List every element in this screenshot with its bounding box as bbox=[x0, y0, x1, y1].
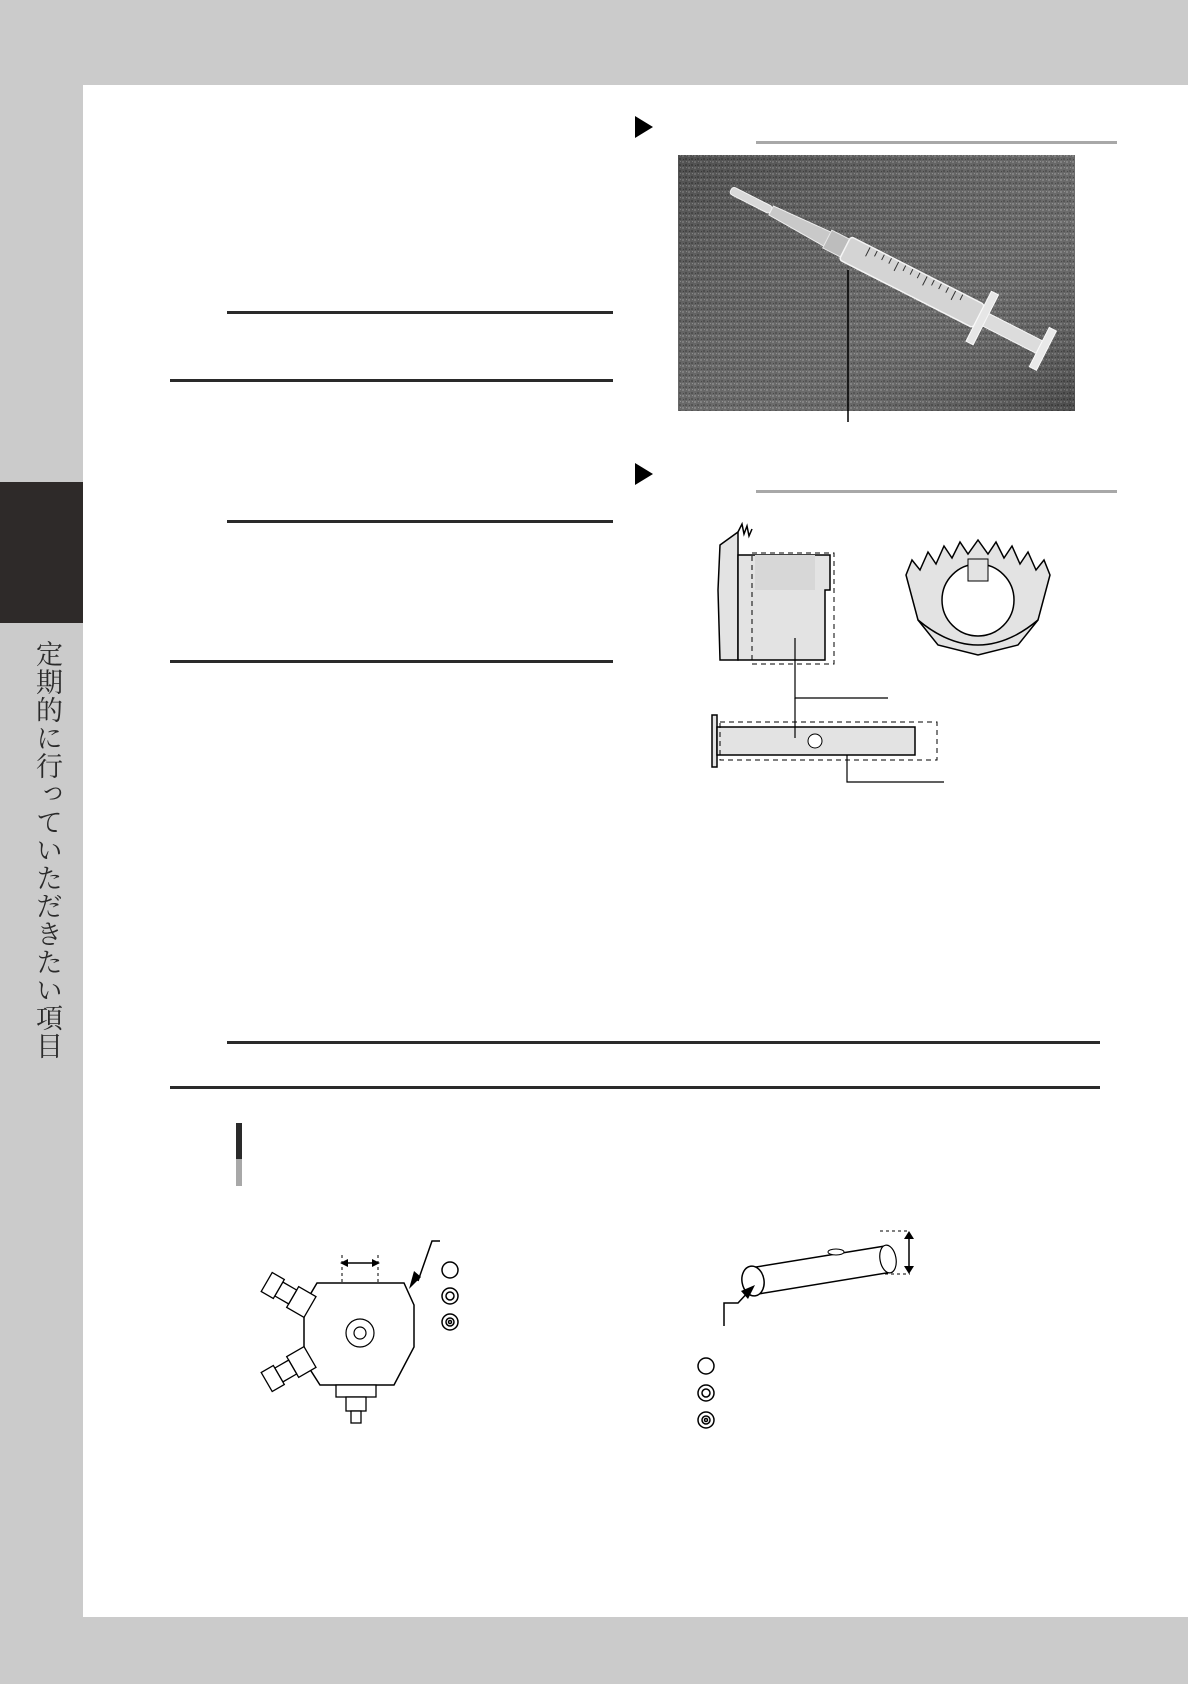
nozzle-parts-diagram bbox=[700, 520, 1060, 790]
chapter-tab[interactable] bbox=[0, 482, 83, 623]
grade-marks-right bbox=[694, 1354, 718, 1434]
grade-double-circle bbox=[698, 1385, 714, 1401]
grade-double-circle bbox=[442, 1288, 458, 1304]
grade-double-circle bbox=[442, 1314, 458, 1330]
grade-open-circle bbox=[442, 1262, 458, 1278]
syringe-leader-line bbox=[846, 270, 850, 422]
figure-header-rule bbox=[756, 490, 1117, 493]
grade-marks-left bbox=[438, 1258, 462, 1338]
section-rule bbox=[170, 1086, 1100, 1089]
triangle-bullet-icon bbox=[635, 116, 653, 138]
syringe-photo bbox=[676, 155, 1076, 425]
grade-double-circle bbox=[698, 1412, 714, 1428]
section-rule bbox=[227, 520, 613, 523]
section-rule bbox=[227, 311, 613, 314]
section-rule bbox=[227, 1041, 1100, 1044]
chapter-tab-label: 定期的に行っていただきたい項目 bbox=[31, 640, 62, 1060]
section-rule bbox=[170, 379, 613, 382]
nozzle-block-diagram bbox=[262, 1235, 452, 1435]
grade-open-circle bbox=[698, 1358, 714, 1374]
triangle-bullet-icon bbox=[635, 463, 653, 485]
heading-marker-dark bbox=[236, 1123, 242, 1159]
section-rule bbox=[170, 660, 613, 663]
heading-marker-grey bbox=[236, 1159, 242, 1186]
cylinder-diagram bbox=[720, 1228, 930, 1338]
figure-header-rule bbox=[756, 141, 1117, 144]
